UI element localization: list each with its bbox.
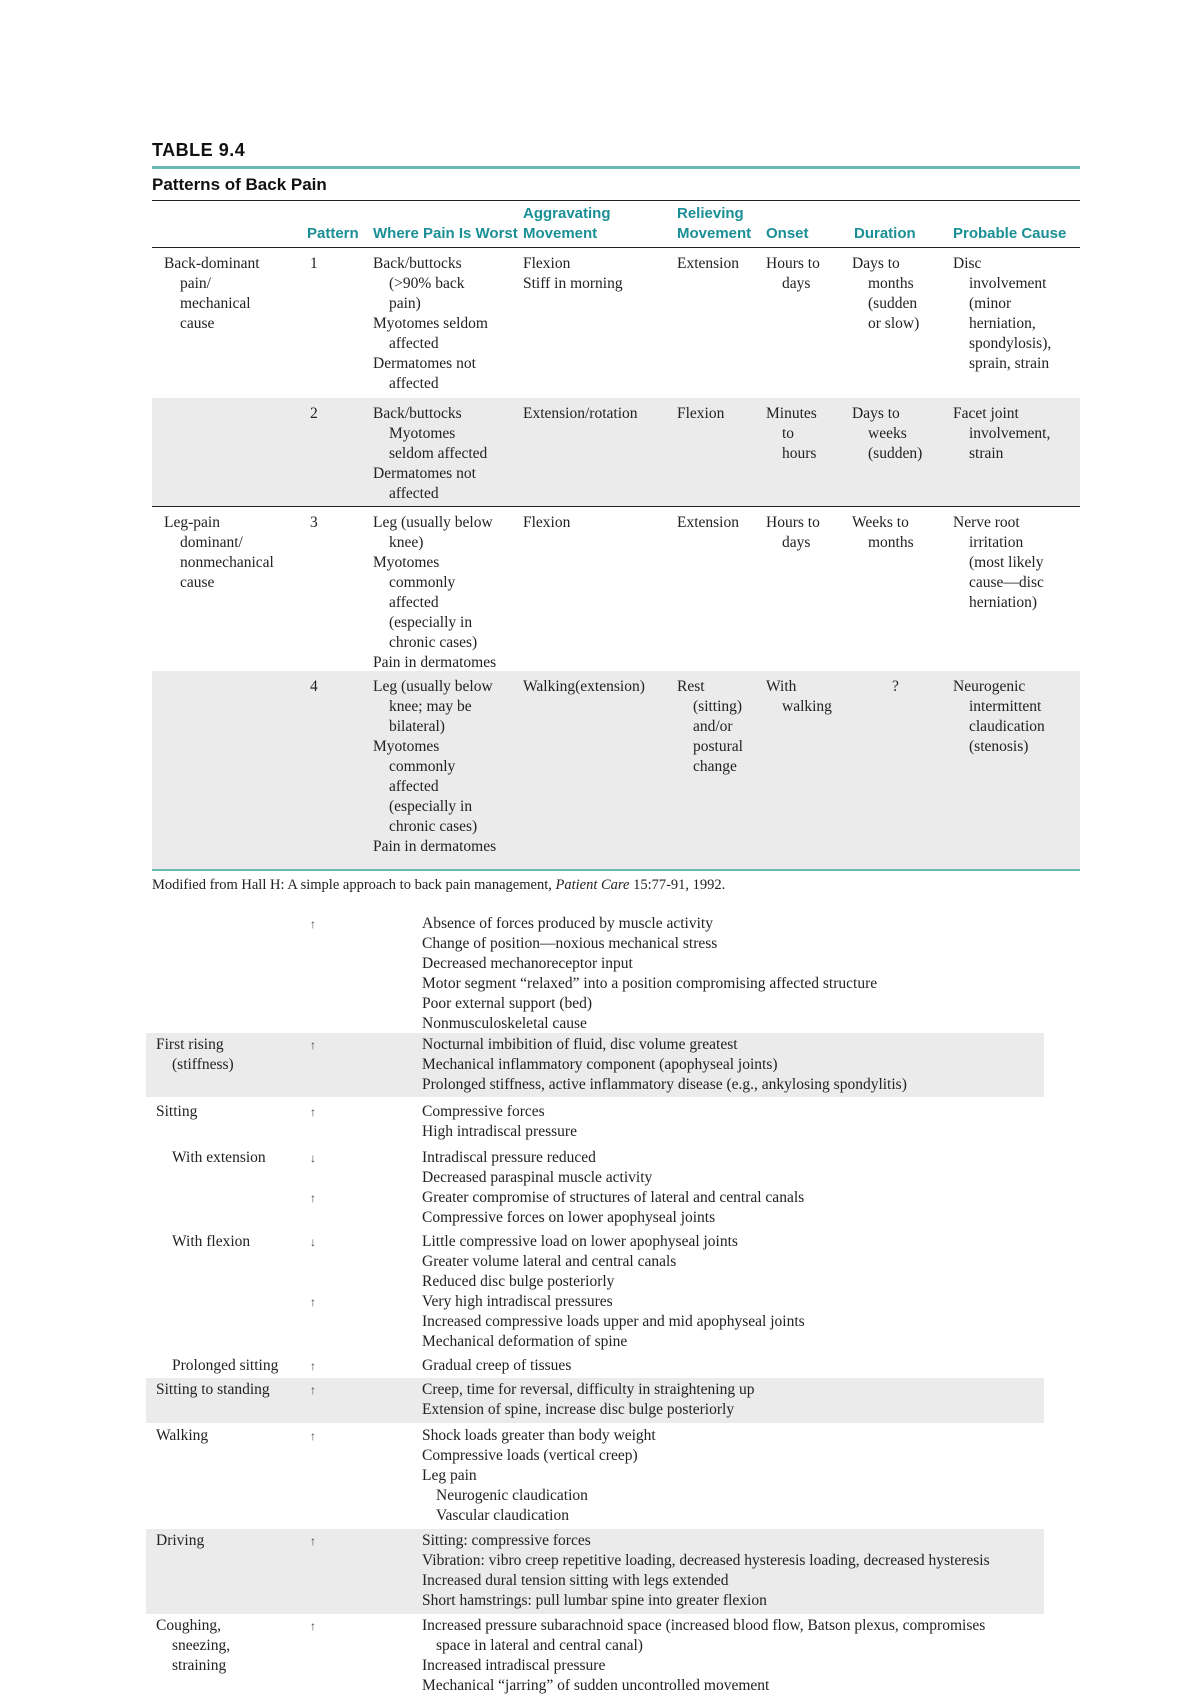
source-prefix: Modified from Hall H: A simple approach to back pain management, <box>152 877 556 893</box>
table-row <box>152 671 1080 869</box>
explanation <box>422 1102 577 1142</box>
cell-line: 3 <box>310 514 318 531</box>
cell-line: months <box>868 534 914 551</box>
cell-type <box>164 513 274 593</box>
cell-line: knee; may be <box>389 698 472 715</box>
cell-line: and/or <box>693 718 733 735</box>
explanation-line: Neurogenic claudication <box>436 1487 588 1504</box>
cell-line: pain/ <box>180 275 211 292</box>
activity-line: Sitting to standing <box>156 1381 270 1398</box>
cell-line: 1 <box>310 255 318 272</box>
cell-line: to <box>782 425 795 442</box>
activity-line: With extension <box>172 1149 266 1166</box>
activity-label <box>156 1426 208 1446</box>
cell-line: Pain in dermatomes <box>373 654 497 671</box>
cell-line: hours <box>782 445 817 462</box>
header-relieving-line2: Movement <box>677 225 752 242</box>
cell-line: Myotomes <box>373 554 440 571</box>
activity-label <box>156 1148 266 1168</box>
cell-line: Back-dominant <box>164 255 260 272</box>
cell-line: cause—disc <box>969 574 1044 591</box>
activity-label <box>156 1232 250 1252</box>
cell-line: Dermatomes not <box>373 465 476 482</box>
cell-duration <box>852 513 914 553</box>
cell-line: months <box>868 275 914 292</box>
activity-row <box>146 1614 1044 1698</box>
activity-row <box>146 1424 1044 1528</box>
increase-arrow-icon: ↑ <box>310 1429 316 1443</box>
cell-line: days <box>782 534 811 551</box>
explanation-line: Very high intradiscal pressures <box>422 1293 613 1310</box>
cell-pattern <box>310 404 318 424</box>
cell-line: (sitting) <box>693 698 743 715</box>
cell-line: Extension/rotation <box>523 405 638 422</box>
cell-line: Extension <box>677 255 739 272</box>
header-relieving-line1: Relieving <box>677 205 744 222</box>
cell-line: days <box>782 275 811 292</box>
cell-pattern <box>310 677 318 697</box>
cell-line: cause <box>180 315 215 332</box>
cell-line: Back/buttocks <box>373 255 462 272</box>
table-label: TABLE <box>152 140 214 160</box>
cell-line: irritation <box>969 534 1024 551</box>
cell-cause <box>953 404 1050 464</box>
explanation-line: Reduced disc bulge posteriorly <box>422 1273 615 1290</box>
row-rule <box>152 869 1080 871</box>
cell-line: Walking(extension) <box>523 678 645 695</box>
cell-where <box>373 513 496 673</box>
explanation <box>422 1188 804 1228</box>
cell-line: 2 <box>310 405 318 422</box>
explanation-line: Shock loads greater than body weight <box>422 1427 656 1444</box>
cell-line: Rest <box>677 678 705 695</box>
source-suffix: 15:77-91, 1992. <box>629 877 726 893</box>
explanation-line: Mechanical inflammatory component (apophyseal joints) <box>422 1056 778 1073</box>
activity-line: First rising <box>156 1036 224 1053</box>
cell-line: Stiff in morning <box>523 275 623 292</box>
cell-line: walking <box>782 698 832 715</box>
explanation-line: Mechanical deformation of spine <box>422 1333 628 1350</box>
cell-aggravating <box>523 254 623 294</box>
cell-line: nonmechanical <box>180 554 274 571</box>
cell-relieving <box>677 404 724 424</box>
cell-line: (sudden <box>868 295 918 312</box>
explanation-line: High intradiscal pressure <box>422 1123 577 1140</box>
title-rule <box>152 166 1080 169</box>
increase-arrow-icon: ↑ <box>310 1359 316 1373</box>
cell-line: or slow) <box>868 315 920 332</box>
activity-row <box>146 1378 1044 1423</box>
explanation-line: Absence of forces produced by muscle activity <box>422 915 713 932</box>
activity-line: Walking <box>156 1427 209 1444</box>
explanation <box>422 1232 738 1292</box>
cell-line: Flexion <box>677 405 725 422</box>
table-number: 9.4 <box>218 140 246 160</box>
cell-line: 4 <box>310 678 318 695</box>
cell-line: Leg (usually below <box>373 514 493 531</box>
header-aggravating <box>523 204 611 244</box>
activity-line: Prolonged sitting <box>172 1357 279 1374</box>
cell-line: Dermatomes not <box>373 355 476 372</box>
activity-line: (stiffness) <box>172 1056 234 1073</box>
explanation-line: Little compressive load on lower apophyseal joints <box>422 1233 738 1250</box>
cell-line: affected <box>389 778 439 795</box>
cell-line: affected <box>389 375 439 392</box>
cell-line: (stenosis) <box>969 738 1029 755</box>
increase-arrow-icon: ↑ <box>310 1295 316 1309</box>
cell-line: mechanical <box>180 295 251 312</box>
activity-row <box>146 912 1044 1032</box>
source-note <box>152 877 725 894</box>
cell-line: commonly <box>389 574 456 591</box>
explanation-line: Compressive loads (vertical creep) <box>422 1447 638 1464</box>
cell-onset <box>766 513 820 553</box>
cell-relieving <box>677 513 739 533</box>
explanation-line: Change of position—noxious mechanical stress <box>422 935 718 952</box>
cell-line: chronic cases) <box>389 818 478 835</box>
cell-aggravating <box>523 513 570 533</box>
cell-line: Hours to <box>766 514 820 531</box>
cell-line: Weeks to <box>852 514 909 531</box>
explanation-line: Gradual creep of tissues <box>422 1357 572 1374</box>
cell-line: sprain, strain <box>969 355 1050 372</box>
cell-duration <box>852 404 922 464</box>
cell-line: weeks <box>868 425 907 442</box>
cell-where <box>373 254 488 394</box>
table-row <box>152 248 1080 398</box>
cell-line: bilateral) <box>389 718 445 735</box>
cell-line: herniation, <box>969 315 1036 332</box>
cell-line: (especially in <box>389 798 473 815</box>
cell-line: Myotomes <box>373 738 440 755</box>
explanation-line: Greater compromise of structures of lateral and central canals <box>422 1189 805 1206</box>
increase-arrow-icon: ↑ <box>310 1383 316 1397</box>
cell-line: affected <box>389 335 439 352</box>
header-pattern: Pattern <box>307 225 359 242</box>
header-top-rule <box>152 200 1080 201</box>
activity-row <box>146 1033 1044 1097</box>
cell-line: affected <box>389 594 439 611</box>
cell-onset <box>766 254 820 294</box>
activity-line: straining <box>172 1657 227 1674</box>
explanation-line: Compressive forces on lower apophyseal joints <box>422 1209 716 1226</box>
explanation-line: Compressive forces <box>422 1103 545 1120</box>
explanation-line: Extension of spine, increase disc bulge posteriorly <box>422 1401 735 1418</box>
explanation-line: Decreased mechanoreceptor input <box>422 955 633 972</box>
decrease-arrow-icon: ↓ <box>310 1151 316 1165</box>
explanation-line: space in lateral and central canal) <box>436 1637 643 1654</box>
cell-line: Flexion <box>523 514 571 531</box>
header-cause: Probable Cause <box>953 225 1067 242</box>
explanation-line: Increased compressive loads upper and mid apophyseal joints <box>422 1313 805 1330</box>
cell-line: (sudden) <box>868 445 923 462</box>
cell-line: involvement, <box>969 425 1051 442</box>
cell-line: (especially in <box>389 614 473 631</box>
cell-line: postural <box>693 738 743 755</box>
cell-line: change <box>693 758 737 775</box>
cell-where <box>373 404 487 504</box>
explanation-line: Vascular claudication <box>436 1507 569 1524</box>
cell-line: spondylosis), <box>969 335 1052 352</box>
increase-arrow-icon: ↑ <box>310 1619 316 1633</box>
activity-label <box>156 1102 197 1122</box>
cell-where <box>373 677 496 857</box>
activity-row <box>146 1100 1044 1144</box>
cell-line: claudication <box>969 718 1045 735</box>
increase-arrow-icon: ↑ <box>310 1191 316 1205</box>
table-title: Patterns of Back Pain <box>152 175 327 194</box>
cell-duration <box>852 677 899 697</box>
cell-line: Days to <box>852 255 900 272</box>
cell-aggravating <box>523 677 645 697</box>
cell-line: Extension <box>677 514 739 531</box>
cell-line: With <box>766 678 797 695</box>
cell-line: (minor <box>969 295 1012 312</box>
cell-relieving <box>677 254 739 274</box>
cell-line: commonly <box>389 758 456 775</box>
cell-type <box>164 254 260 334</box>
activity-label <box>156 1380 270 1400</box>
cell-line: affected <box>389 485 439 502</box>
activity-line: Driving <box>156 1532 205 1549</box>
cell-line: Days to <box>852 405 900 422</box>
activity-line: Coughing, <box>156 1617 222 1634</box>
explanation <box>422 1426 656 1526</box>
cell-line: Pain in dermatomes <box>373 838 497 855</box>
cell-line: involvement <box>969 275 1047 292</box>
increase-arrow-icon: ↑ <box>310 1534 316 1548</box>
cell-line: strain <box>969 445 1004 462</box>
explanation-line: Prolonged stiffness, active inflammatory disease (e.g., ankylosing spondylitis) <box>422 1076 907 1093</box>
table-row <box>152 507 1080 671</box>
header-aggravating-line1: Aggravating <box>523 205 611 222</box>
increase-arrow-icon: ↑ <box>310 917 316 931</box>
explanation <box>422 1035 907 1095</box>
cell-pattern <box>310 513 318 533</box>
cell-line: Myotomes <box>389 425 456 442</box>
cell-relieving <box>677 677 743 777</box>
cell-line: ? <box>892 678 899 695</box>
explanation-line: Increased intradiscal pressure <box>422 1657 606 1674</box>
explanation-line: Vibration: vibro creep repetitive loading, decreased hysteresis loading, decreased hysteresis <box>422 1552 990 1569</box>
cell-line: (>90% back <box>389 275 465 292</box>
cell-onset <box>766 677 832 717</box>
cell-aggravating <box>523 404 638 424</box>
cell-duration <box>852 254 919 334</box>
cell-line: Facet joint <box>953 405 1019 422</box>
cell-line: seldom affected <box>389 445 488 462</box>
explanation <box>422 1380 754 1420</box>
header-relieving <box>677 204 751 244</box>
explanation <box>422 914 877 1034</box>
cell-cause <box>953 513 1044 613</box>
cell-line: Hours to <box>766 255 820 272</box>
activity-row <box>146 1146 1044 1228</box>
activity-label <box>156 1531 204 1551</box>
activity-row <box>146 1529 1044 1614</box>
header-duration: Duration <box>854 225 916 242</box>
cell-line: Leg-pain <box>164 514 220 531</box>
explanation <box>422 1148 652 1188</box>
cell-line: Flexion <box>523 255 571 272</box>
activity-row <box>146 1230 1044 1354</box>
explanation-line: Decreased paraspinal muscle activity <box>422 1169 653 1186</box>
activity-line: sneezing, <box>172 1637 231 1654</box>
table-row <box>152 398 1080 506</box>
cell-line: dominant/ <box>180 534 243 551</box>
cell-pattern <box>310 254 318 274</box>
explanation-line: Short hamstrings: pull lumbar spine into greater flexion <box>422 1592 767 1609</box>
explanation-line: Motor segment “relaxed” into a position compromising affected structure <box>422 975 878 992</box>
explanation-line: Creep, time for reversal, difficulty in straightening up <box>422 1381 755 1398</box>
cell-line: herniation) <box>969 594 1038 611</box>
explanation-line: Nocturnal imbibition of fluid, disc volume greatest <box>422 1036 738 1053</box>
activity-label <box>156 1616 230 1676</box>
explanation-line: Intradiscal pressure reduced <box>422 1149 596 1166</box>
cell-line: Leg (usually below <box>373 678 493 695</box>
cell-cause <box>953 677 1045 757</box>
cell-cause <box>953 254 1051 374</box>
explanation <box>422 1292 805 1352</box>
activity-line: Sitting <box>156 1103 198 1120</box>
explanation <box>422 1356 571 1376</box>
explanation <box>422 1531 990 1611</box>
activity-label <box>156 1356 278 1376</box>
cell-line: pain) <box>389 295 421 312</box>
activity-row <box>146 1354 1044 1378</box>
explanation-line: Poor external support (bed) <box>422 995 593 1012</box>
explanation-line: Sitting: compressive forces <box>422 1532 591 1549</box>
explanation-line: Nonmusculoskeletal cause <box>422 1015 587 1032</box>
explanation-line: Greater volume lateral and central canals <box>422 1253 677 1270</box>
header-where: Where Pain Is Worst <box>373 225 518 242</box>
table-header-row <box>152 204 1080 246</box>
activity-line: With flexion <box>172 1233 251 1250</box>
increase-arrow-icon: ↑ <box>310 1105 316 1119</box>
increase-arrow-icon: ↑ <box>310 1038 316 1052</box>
header-onset: Onset <box>766 225 809 242</box>
explanation-line: Increased dural tension sitting with legs extended <box>422 1572 729 1589</box>
cell-line: cause <box>180 574 215 591</box>
cell-onset <box>766 404 817 464</box>
cell-line: Back/buttocks <box>373 405 462 422</box>
table-number-label <box>152 140 245 161</box>
cell-line: knee) <box>389 534 424 551</box>
header-aggravating-line2: Movement <box>523 225 598 242</box>
cell-line: Myotomes seldom <box>373 315 488 332</box>
cell-line: intermittent <box>969 698 1042 715</box>
cell-line: Disc <box>953 255 982 272</box>
explanation-line: Leg pain <box>422 1467 477 1484</box>
source-journal: Patient Care <box>555 877 630 893</box>
activity-label <box>156 1035 234 1075</box>
decrease-arrow-icon: ↓ <box>310 1235 316 1249</box>
explanation <box>422 1616 985 1696</box>
cell-line: Neurogenic <box>953 678 1026 695</box>
explanation-line: Increased pressure subarachnoid space (increased blood flow, Batson plexus, compromises <box>422 1617 986 1634</box>
cell-line: Minutes <box>766 405 817 422</box>
cell-line: (most likely <box>969 554 1044 571</box>
explanation-line: Mechanical “jarring” of sudden uncontrolled movement <box>422 1677 770 1694</box>
cell-line: Nerve root <box>953 514 1020 531</box>
cell-line: chronic cases) <box>389 634 478 651</box>
